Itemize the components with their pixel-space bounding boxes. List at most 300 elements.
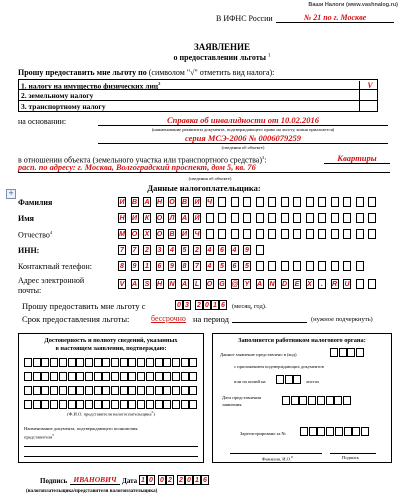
char-cell[interactable]: . (318, 279, 326, 289)
move-handle-icon[interactable]: + (6, 189, 16, 199)
char-cell[interactable]: О (156, 215, 163, 222)
char-cell[interactable] (281, 261, 289, 271)
patronymic-label: Отчество$^4$ (18, 230, 53, 240)
empty-cell[interactable] (189, 400, 197, 409)
char-cell[interactable] (218, 213, 226, 223)
char-cell[interactable] (368, 279, 376, 289)
empty-cell[interactable] (172, 386, 180, 395)
char-cell[interactable]: 4 (168, 245, 176, 255)
empty-cell[interactable] (33, 372, 41, 381)
tax-row-1-label: 1. налогу на имущество физических лиц$^2$ (21, 81, 161, 91)
char-cell[interactable]: Ч (207, 199, 212, 206)
tax-row-3-label: 3. транспортному налогу (21, 102, 106, 111)
char-cell[interactable] (318, 197, 326, 207)
tax-office-l3a: Дата представления (222, 395, 261, 400)
char-cell[interactable]: O (206, 281, 213, 288)
char-cell[interactable]: О (131, 231, 138, 238)
object-value-b[interactable]: расп. по адресу: г. Москва, Волгоградский проспект, дом 5, кв. 76 (18, 163, 390, 173)
empty-cell[interactable] (59, 386, 67, 395)
term-value[interactable]: бессрочно (151, 314, 186, 323)
char-cell[interactable]: U (344, 281, 350, 288)
char-cell[interactable] (268, 261, 276, 271)
object-label: в отношении объекта (земельного участка или транспортного средства)$^3$: (18, 155, 267, 165)
char-cell[interactable]: N (269, 281, 275, 288)
empty-cell[interactable] (326, 427, 334, 436)
empty-cell[interactable] (94, 372, 102, 381)
char-cell[interactable]: К (144, 215, 150, 222)
char-cell[interactable]: Ч (194, 231, 200, 238)
empty-cell[interactable] (137, 386, 145, 395)
object-note: (сведения об объекте) (188, 176, 232, 181)
confirmation-title-a: Достоверность и полноту сведений, указанных (44, 337, 178, 344)
tax-row-2-checkbox[interactable] (359, 90, 380, 100)
char-cell[interactable] (218, 229, 226, 239)
char-cell[interactable] (256, 261, 264, 271)
char-cell[interactable] (243, 197, 251, 207)
char-cell[interactable] (218, 197, 226, 207)
page-subtitle (0, 53, 408, 62)
char-cell[interactable] (281, 213, 289, 223)
empty-cell[interactable] (155, 372, 163, 381)
char-cell[interactable]: 4 (206, 245, 214, 255)
representative-doc-b: представителя$^5$ (24, 433, 55, 440)
request-text: Прошу предоставить мне льготу по (18, 68, 147, 77)
char-cell[interactable] (293, 261, 301, 271)
empty-cell[interactable] (172, 372, 180, 381)
representative-doc-a: Наименование документа, подтверждающего полномочия (24, 426, 138, 431)
tax-office-l4: Зарегистрировано за № (240, 431, 286, 436)
tax-office-l2b: или их копий на (234, 379, 266, 384)
empty-cell[interactable] (293, 375, 301, 384)
signature-caption: (налогоплательщика/представителя налогоплательщика) (26, 489, 158, 494)
empty-cell[interactable] (50, 372, 58, 381)
char-cell[interactable] (306, 261, 314, 271)
authority-value: № 21 по г. Москве (276, 13, 394, 23)
char-cell[interactable] (231, 229, 239, 239)
char-cell[interactable]: S (144, 281, 150, 288)
char-cell[interactable]: М (119, 231, 125, 238)
representative-doc-line-1[interactable] (24, 446, 198, 447)
char-cell[interactable]: В (169, 231, 175, 238)
empty-cell[interactable] (291, 396, 299, 405)
char-cell[interactable]: L (194, 281, 200, 288)
empty-cell[interactable] (33, 386, 41, 395)
char-cell[interactable]: 1 (143, 261, 151, 271)
char-cell[interactable]: 9 (131, 261, 139, 271)
tax-row-1-checkbox[interactable]: V (359, 81, 380, 90)
empty-cell[interactable] (102, 386, 110, 395)
basis-label: на основании: (18, 117, 67, 126)
confirmation-box (18, 333, 204, 463)
officer-fio-caption: Фамилия, И.О.$^6$ (262, 455, 293, 462)
basis-note-2: (сведения об объекте) (221, 145, 265, 150)
tax-office-title: Заполняется работником налогового органа: (238, 337, 366, 344)
char-cell[interactable] (331, 197, 339, 207)
tax-row-1 (18, 79, 378, 90)
char-cell[interactable]: 2 (143, 245, 151, 255)
char-cell[interactable]: 1 (193, 475, 201, 485)
empty-cell[interactable] (163, 386, 171, 395)
empty-cell[interactable] (102, 400, 110, 409)
officer-sign-caption: Подпись (342, 455, 359, 460)
empty-cell[interactable] (41, 372, 49, 381)
empty-cell[interactable] (24, 400, 32, 409)
char-cell[interactable]: 5 (218, 261, 226, 271)
char-cell[interactable]: @ (231, 281, 239, 288)
char-cell[interactable]: 6 (156, 261, 164, 271)
empty-cell[interactable] (68, 386, 76, 395)
char-cell[interactable]: 6 (231, 261, 239, 271)
char-cell[interactable] (368, 213, 376, 223)
char-cell[interactable] (318, 261, 326, 271)
empty-cell[interactable] (76, 386, 84, 395)
empty-cell[interactable] (68, 358, 76, 367)
empty-cell[interactable] (181, 386, 189, 395)
char-cell[interactable]: И (131, 215, 138, 222)
request-line (18, 68, 274, 77)
char-cell[interactable] (343, 229, 351, 239)
empty-cell[interactable] (276, 375, 284, 384)
object-value-a[interactable]: Квартиры (324, 153, 390, 164)
empty-cell[interactable] (128, 358, 136, 367)
representative-fio-note: (Ф.И.О. представителя налогоплательщика$^5$) (67, 410, 155, 417)
empty-cell[interactable] (172, 400, 180, 409)
watermark: Ваши Налоги (www.vashnalog.ru) (308, 2, 398, 8)
char-cell[interactable] (318, 229, 326, 239)
empty-cell[interactable] (50, 386, 58, 395)
char-cell[interactable] (256, 197, 264, 207)
char-cell[interactable] (206, 229, 214, 239)
officer-fio-line[interactable] (230, 453, 322, 454)
char-cell[interactable]: X (307, 281, 312, 288)
empty-cell[interactable] (181, 358, 189, 367)
surname-label: Фамилия (18, 198, 53, 207)
empty-cell[interactable] (33, 358, 41, 367)
empty-cell[interactable] (76, 372, 84, 381)
empty-cell[interactable] (155, 400, 163, 409)
char-cell[interactable] (343, 213, 351, 223)
empty-cell[interactable] (299, 396, 307, 405)
empty-cell[interactable] (317, 396, 325, 405)
empty-cell[interactable] (330, 348, 338, 357)
empty-cell[interactable] (146, 372, 154, 381)
empty-cell[interactable] (317, 427, 325, 436)
empty-cell[interactable] (85, 400, 93, 409)
empty-cell[interactable] (181, 400, 189, 409)
char-cell[interactable] (306, 229, 314, 239)
empty-cell[interactable] (50, 358, 58, 367)
char-cell[interactable] (231, 213, 239, 223)
empty-cell[interactable] (163, 358, 171, 367)
empty-cell[interactable] (361, 427, 369, 436)
char-cell[interactable]: 0 (203, 300, 211, 310)
empty-cell[interactable] (339, 348, 347, 357)
char-cell[interactable]: 3 (156, 245, 164, 255)
empty-cell[interactable] (24, 358, 32, 367)
char-cell[interactable]: 8 (181, 261, 189, 271)
empty-cell[interactable] (33, 400, 41, 409)
char-cell[interactable]: 0 (185, 475, 193, 485)
empty-cell[interactable] (102, 358, 110, 367)
empty-cell[interactable] (24, 386, 32, 395)
char-cell[interactable]: Й (194, 215, 200, 222)
empty-cell[interactable] (94, 358, 102, 367)
char-cell[interactable] (243, 213, 251, 223)
empty-cell[interactable] (356, 348, 364, 357)
char-cell[interactable]: 4 (231, 245, 239, 255)
char-cell[interactable] (268, 229, 276, 239)
empty-cell[interactable] (120, 400, 128, 409)
char-cell[interactable]: Н (119, 215, 125, 222)
char-cell[interactable]: 4 (206, 261, 214, 271)
empty-cell[interactable] (59, 372, 67, 381)
char-cell[interactable]: Х (144, 231, 150, 238)
empty-cell[interactable] (120, 358, 128, 367)
basis-note-1: (наименование реквизиты документа, подтверждающего право на льготу, копия прилагается) (151, 127, 335, 132)
char-cell[interactable] (356, 213, 364, 223)
char-cell[interactable]: Л (169, 215, 175, 222)
empty-cell[interactable] (344, 427, 352, 436)
char-cell[interactable]: 7 (131, 245, 139, 255)
char-cell[interactable] (331, 261, 339, 271)
empty-cell[interactable] (146, 358, 154, 367)
char-cell[interactable]: Y (244, 281, 250, 288)
empty-cell[interactable] (85, 386, 93, 395)
char-cell[interactable]: 7 (118, 245, 126, 255)
tax-row-3-checkbox[interactable] (359, 101, 380, 111)
term-hint: (нужное подчеркнуть) (311, 316, 373, 323)
name-label: Имя (18, 214, 34, 223)
char-cell[interactable]: 1 (211, 300, 219, 310)
empty-cell[interactable] (163, 372, 171, 381)
empty-cell[interactable] (309, 427, 317, 436)
term-period-input[interactable] (232, 322, 307, 323)
char-cell[interactable]: 5 (243, 261, 251, 271)
empty-cell[interactable] (347, 348, 355, 357)
char-cell[interactable] (368, 229, 376, 239)
char-cell[interactable]: 0 (158, 475, 166, 485)
char-cell[interactable] (243, 229, 251, 239)
char-cell[interactable] (356, 197, 364, 207)
empty-cell[interactable] (94, 400, 102, 409)
tax-row-2 (18, 90, 378, 101)
empty-cell[interactable] (128, 386, 136, 395)
char-cell[interactable]: 9 (243, 245, 251, 255)
char-cell[interactable] (331, 229, 339, 239)
char-cell[interactable]: V (119, 281, 125, 288)
char-cell[interactable] (306, 213, 314, 223)
empty-cell[interactable] (189, 372, 197, 381)
char-cell[interactable]: И (194, 199, 200, 206)
empty-cell[interactable] (146, 386, 154, 395)
page-subtitle-text: о предоставлении льготы (173, 53, 266, 62)
empty-cell[interactable] (335, 427, 343, 436)
tax-office-l2c: листах (306, 379, 320, 384)
empty-cell[interactable] (59, 400, 67, 409)
empty-cell[interactable] (59, 358, 67, 367)
date-label: Дата (122, 477, 138, 485)
empty-cell[interactable] (137, 358, 145, 367)
char-cell[interactable]: 0 (175, 300, 183, 310)
term-label: Срок предоставления льготы: (22, 314, 130, 324)
char-cell[interactable]: 2 (195, 300, 203, 310)
representative-doc-line-2[interactable] (24, 456, 198, 457)
char-cell[interactable]: 6 (219, 300, 227, 310)
char-cell[interactable] (281, 229, 289, 239)
empty-cell[interactable] (41, 386, 49, 395)
authority-label: В ИФНС России (216, 14, 273, 23)
start-label: Прошу предоставить мне льготу с (22, 301, 146, 311)
empty-cell[interactable] (146, 400, 154, 409)
char-cell[interactable] (281, 197, 289, 207)
char-cell[interactable]: R (331, 281, 338, 288)
start-hint: (месяц, год). (232, 303, 267, 310)
char-cell[interactable]: Н (156, 199, 163, 206)
char-cell[interactable]: N (169, 281, 175, 288)
inn-label: ИНН: (18, 246, 40, 255)
char-cell[interactable]: 3 (183, 300, 191, 310)
char-cell[interactable] (293, 197, 301, 207)
empty-cell[interactable] (285, 375, 293, 384)
char-cell[interactable]: 6 (201, 475, 209, 485)
tax-office-l3b: заявления (222, 402, 242, 407)
char-cell[interactable]: И (181, 231, 188, 238)
empty-cell[interactable] (50, 400, 58, 409)
char-cell[interactable] (256, 213, 264, 223)
basis-value-2[interactable]: серия МСЭ-2006 № 0006079259 (98, 133, 388, 144)
char-cell[interactable] (306, 197, 314, 207)
empty-cell[interactable] (181, 372, 189, 381)
char-cell[interactable]: О (169, 199, 175, 206)
empty-cell[interactable] (300, 427, 308, 436)
char-cell[interactable] (368, 197, 376, 207)
char-cell[interactable] (293, 213, 301, 223)
char-cell[interactable]: А (181, 215, 188, 222)
empty-cell[interactable] (120, 386, 128, 395)
char-cell[interactable]: 7 (193, 261, 201, 271)
empty-cell[interactable] (308, 396, 316, 405)
empty-cell[interactable] (111, 400, 119, 409)
confirmation-title-b: в настоящем заявлении, подтверждаю: (55, 345, 167, 352)
empty-cell[interactable] (24, 372, 32, 381)
char-cell[interactable] (268, 213, 276, 223)
empty-cell[interactable] (334, 396, 342, 405)
char-cell[interactable]: В (131, 199, 138, 206)
empty-cell[interactable] (68, 400, 76, 409)
char-cell[interactable]: И (119, 199, 125, 206)
empty-cell[interactable] (155, 358, 163, 367)
char-cell[interactable]: В (181, 199, 188, 206)
char-cell[interactable] (318, 213, 326, 223)
empty-cell[interactable] (343, 396, 351, 405)
empty-cell[interactable] (189, 358, 197, 367)
char-cell[interactable]: A (256, 281, 263, 288)
char-cell[interactable]: 1 (139, 475, 147, 485)
char-cell[interactable]: 2 (193, 245, 201, 255)
char-cell[interactable] (343, 261, 351, 271)
empty-cell[interactable] (137, 400, 145, 409)
empty-cell[interactable] (128, 372, 136, 381)
term-mid: на период (193, 314, 229, 324)
empty-cell[interactable] (102, 372, 110, 381)
empty-cell[interactable] (41, 358, 49, 367)
char-cell[interactable]: D (281, 281, 288, 288)
page-title: ЗАЯВЛЕНИЕ (193, 42, 251, 52)
empty-cell[interactable] (155, 386, 163, 395)
empty-cell[interactable] (85, 372, 93, 381)
empty-cell[interactable] (41, 400, 49, 409)
empty-cell[interactable] (128, 400, 136, 409)
empty-cell[interactable] (111, 386, 119, 395)
empty-cell[interactable] (76, 358, 84, 367)
char-cell[interactable]: 9 (168, 261, 176, 271)
char-cell[interactable]: H (156, 281, 163, 288)
char-cell[interactable]: 6 (218, 245, 226, 255)
char-cell[interactable]: О (156, 231, 163, 238)
char-cell[interactable] (256, 229, 264, 239)
char-cell[interactable] (356, 261, 364, 271)
char-cell[interactable] (331, 213, 339, 223)
char-cell[interactable]: 0 (147, 475, 155, 485)
empty-cell[interactable] (68, 372, 76, 381)
empty-cell[interactable] (111, 372, 119, 381)
char-cell[interactable]: 2 (166, 475, 174, 485)
subtitle-footnote: 1 (267, 53, 271, 59)
empty-cell[interactable] (189, 386, 197, 395)
char-cell[interactable] (356, 279, 364, 289)
signature-value[interactable]: ИВАНОВИЧ (70, 475, 120, 485)
char-cell[interactable] (268, 197, 276, 207)
empty-cell[interactable] (137, 372, 145, 381)
char-cell[interactable] (256, 245, 264, 255)
email-label-a: Адрес электронной (18, 276, 85, 285)
empty-cell[interactable] (163, 400, 171, 409)
tax-office-l1: Данное заявление представлено в (код) (220, 352, 297, 357)
char-cell[interactable]: 2 (177, 475, 185, 485)
char-cell[interactable] (293, 229, 301, 239)
char-cell[interactable] (206, 213, 214, 223)
basis-value-1[interactable]: Справка об инвалидности от 10.02.2016 (98, 115, 388, 126)
taxpayer-header: Данные налогоплательщика: (147, 183, 261, 193)
tax-table (18, 79, 378, 112)
empty-cell[interactable] (76, 400, 84, 409)
empty-cell[interactable] (111, 358, 119, 367)
tax-row-3 (18, 101, 378, 112)
char-cell[interactable]: 8 (118, 261, 126, 271)
email-label-b: почты: (18, 286, 42, 295)
char-cell[interactable] (356, 229, 364, 239)
phone-label: Контактный телефон: (18, 262, 92, 271)
request-hint: (символом "√" отметить вид налога): (148, 68, 275, 77)
char-cell[interactable]: G (219, 281, 225, 288)
officer-sign-line[interactable] (330, 453, 376, 454)
char-cell[interactable] (343, 197, 351, 207)
empty-cell[interactable] (85, 358, 93, 367)
empty-cell[interactable] (172, 358, 180, 367)
char-cell[interactable]: 5 (181, 245, 189, 255)
empty-cell[interactable] (120, 372, 128, 381)
char-cell[interactable]: A (181, 281, 188, 288)
char-cell[interactable] (231, 197, 239, 207)
empty-cell[interactable] (94, 386, 102, 395)
empty-cell[interactable] (352, 427, 360, 436)
empty-cell[interactable] (326, 396, 334, 405)
char-cell[interactable]: E (294, 281, 300, 288)
char-cell[interactable]: A (131, 281, 138, 288)
tax-office-l2a: с приложением подтверждающих документов (234, 364, 324, 369)
char-cell[interactable]: А (144, 199, 150, 206)
empty-cell[interactable] (282, 396, 290, 405)
